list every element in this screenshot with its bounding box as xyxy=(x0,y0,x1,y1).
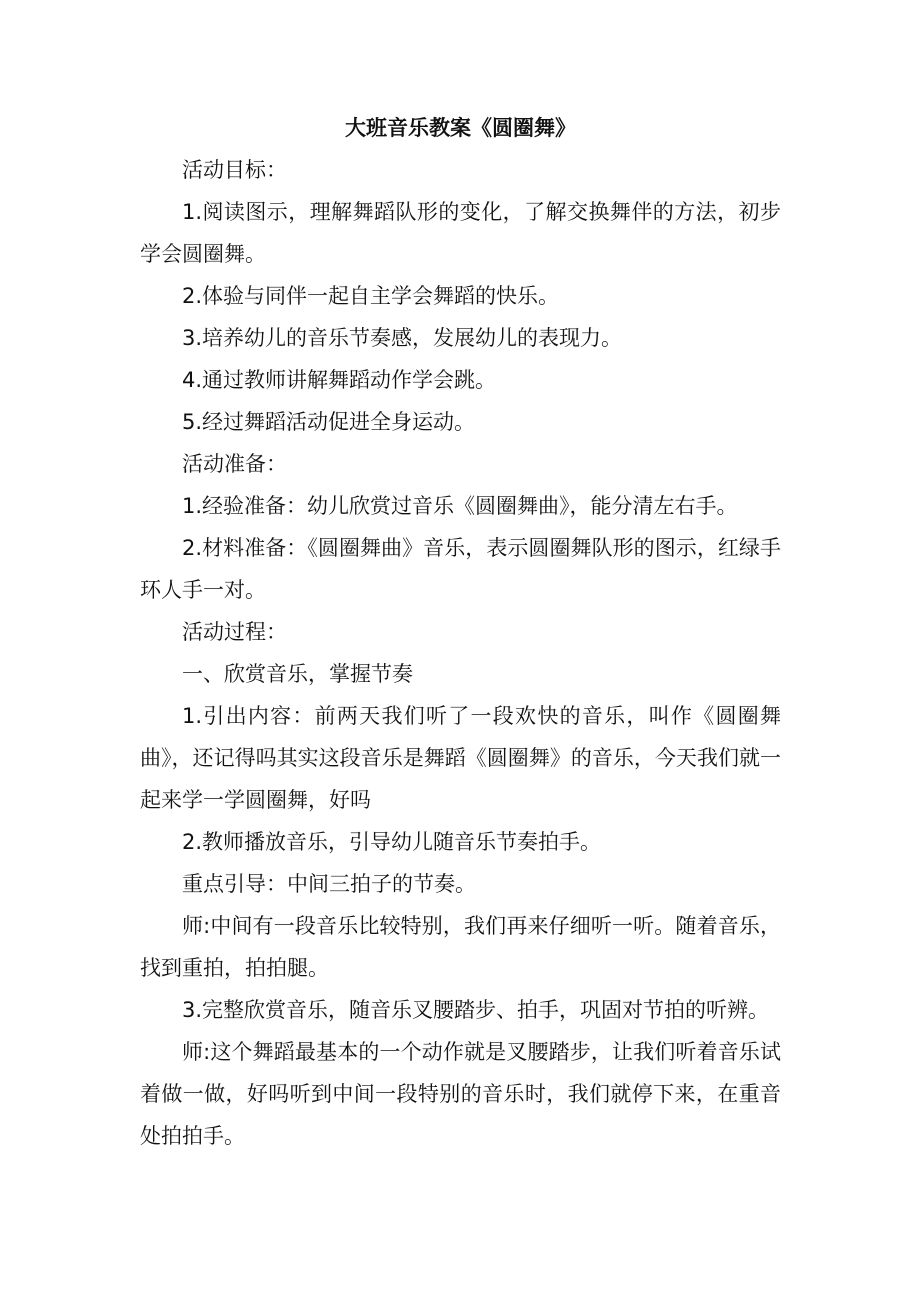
paragraph: 师:这个舞蹈最基本的一个动作就是叉腰踏步，让我们听着音乐试着做一做，好吗听到中间一段特别的音乐时，我们就停下来，在重音处拍拍手。 xyxy=(140,1040,781,1148)
paragraph: 3.完整欣赏音乐，随音乐叉腰踏步、拍手，巩固对节拍的听辨。 xyxy=(182,998,770,1022)
paragraph: 5.经过舞蹈活动促进全身运动。 xyxy=(182,410,476,434)
paragraph: 重点引导：中间三拍子的节奏。 xyxy=(182,872,476,896)
paragraph: 1.阅读图示，理解舞蹈队形的变化，了解交换舞伴的方法，初步学会圆圈舞。 xyxy=(140,200,781,266)
paragraph: 1.经验准备：幼儿欣赏过音乐《圆圈舞曲》，能分清左右手。 xyxy=(182,494,738,518)
document-title: 大班音乐教案《圆圈舞》 xyxy=(345,116,576,140)
paragraph: 2.材料准备：《圆圈舞曲》音乐，表示圆圈舞队形的图示，红绿手环人手一对。 xyxy=(140,536,781,602)
paragraph: 4.通过教师讲解舞蹈动作学会跳。 xyxy=(182,368,497,392)
paragraph: 3.培养幼儿的音乐节奏感，发展幼儿的表现力。 xyxy=(182,326,623,350)
paragraph: 2.教师播放音乐，引导幼儿随音乐节奏拍手。 xyxy=(182,830,602,854)
section-heading-preparation: 活动准备： xyxy=(182,452,287,476)
section-heading-goals: 活动目标： xyxy=(182,158,287,182)
paragraph: 师:中间有一段音乐比较特别，我们再来仔细听一听。随着音乐，找到重拍，拍拍腿。 xyxy=(140,914,781,980)
document-page xyxy=(140,107,781,1157)
paragraph: 1.引出内容：前两天我们听了一段欢快的音乐，叫作《圆圈舞曲》，还记得吗其实这段音乐是舞蹈《圆圈舞》的音乐，今天我们就一起来学一学圆圈舞，好吗 xyxy=(140,704,781,812)
section-heading-process: 活动过程： xyxy=(182,620,287,644)
subsection-heading: 一、欣赏音乐，掌握节奏 xyxy=(182,662,413,686)
paragraph: 2.体验与同伴一起自主学会舞蹈的快乐。 xyxy=(182,284,560,308)
